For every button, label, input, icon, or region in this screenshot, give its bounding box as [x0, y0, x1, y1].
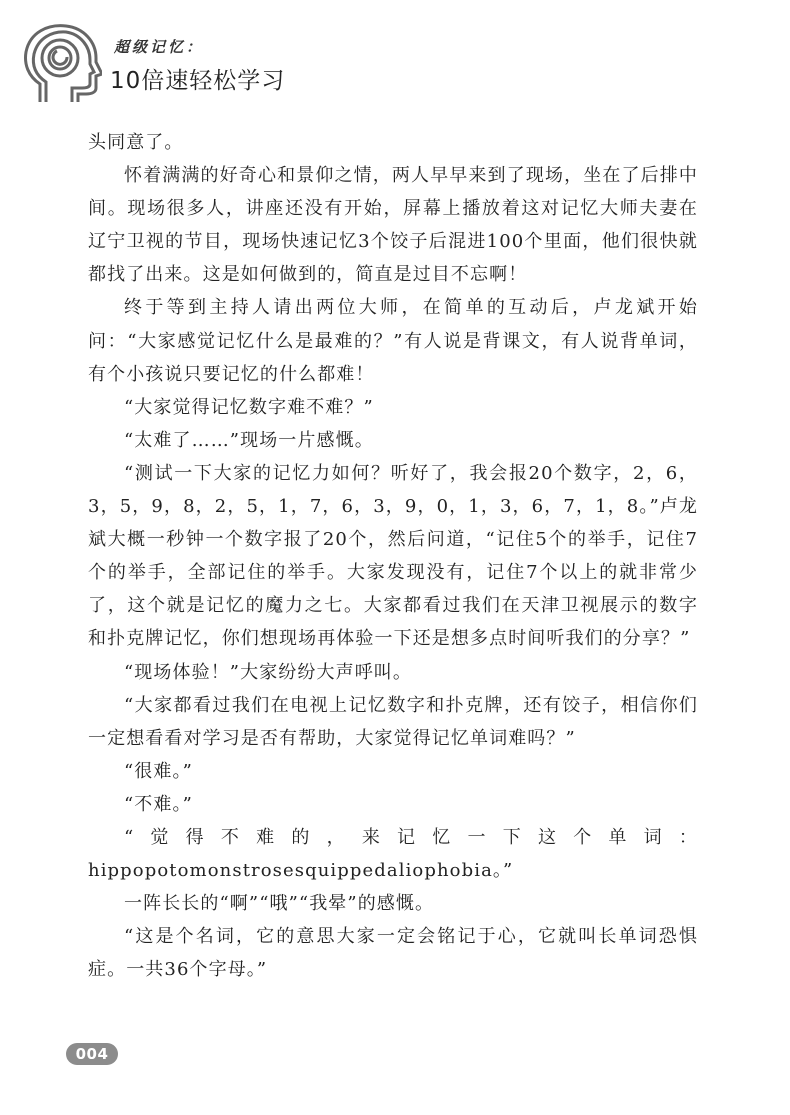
paragraph: 头同意了。 — [88, 132, 184, 153]
book-title: 10倍速轻松学习 — [110, 68, 286, 94]
paragraph: “测试一下大家的记忆力如何？听好了，我会报20个数字，2，6，3，5，9，8，2，5，1，7，6，3，9，0，1，3，6，7，1，8。”卢龙斌大概一秒钟一个数字报了20个，然后问道，“记住5个的举手，记住7个的举手，全部记住的举手。大家发现没有，记住7个以上的就非常少了，这个就是记忆的魔力之七。大家都看过我们在天津卫视展示的数字和扑克牌记忆，你们想现场再体验一下还是想多点时间听我们的分享？” — [88, 462, 698, 650]
page-number: 004 — [66, 1043, 118, 1065]
head-brain-icon — [22, 22, 102, 106]
paragraph: 终于等到主持人请出两位大师，在简单的互动后，卢龙斌开始问：“大家感觉记忆什么是最难的？”有人说是背课文，有人说背单词，有个小孩说只要记忆的什么都难！ — [88, 297, 698, 385]
paragraph: “很难。” — [124, 760, 193, 782]
paragraph: “觉得不难的，来记忆一下这个单词：hippopotomonstrosesquippedaliophobia。” — [88, 826, 698, 882]
body-text — [88, 126, 698, 986]
paragraph: “现场体验！”大家纷纷大声呼叫。 — [124, 661, 413, 683]
paragraph: 怀着满满的好奇心和景仰之情，两人早早来到了现场，坐在了后排中间。现场很多人，讲座还没有开始，屏幕上播放着这对记忆大师夫妻在辽宁卫视的节目，现场快速记忆3个饺子后混进100个里面，他们很快就都找了出来。这是如何做到的，简直是过目不忘啊！ — [88, 165, 698, 286]
paragraph: “大家都看过我们在电视上记忆数字和扑克牌，还有饺子，相信你们一定想看看对学习是否有帮助，大家觉得记忆单词难吗？” — [88, 694, 698, 749]
paragraph: “这是个名词，它的意思大家一定会铭记于心，它就叫长单词恐惧症。一共36个字母。” — [88, 926, 698, 981]
paragraph: “太难了……”现场一片感慨。 — [124, 429, 374, 451]
paragraph: “不难。” — [124, 793, 193, 815]
page-header — [22, 22, 422, 112]
series-title: 超级记忆： — [114, 38, 205, 56]
paragraph: 一阵长长的“啊”“哦”“我晕”的感慨。 — [124, 893, 435, 915]
paragraph: “大家觉得记忆数字难不难？” — [124, 396, 374, 418]
